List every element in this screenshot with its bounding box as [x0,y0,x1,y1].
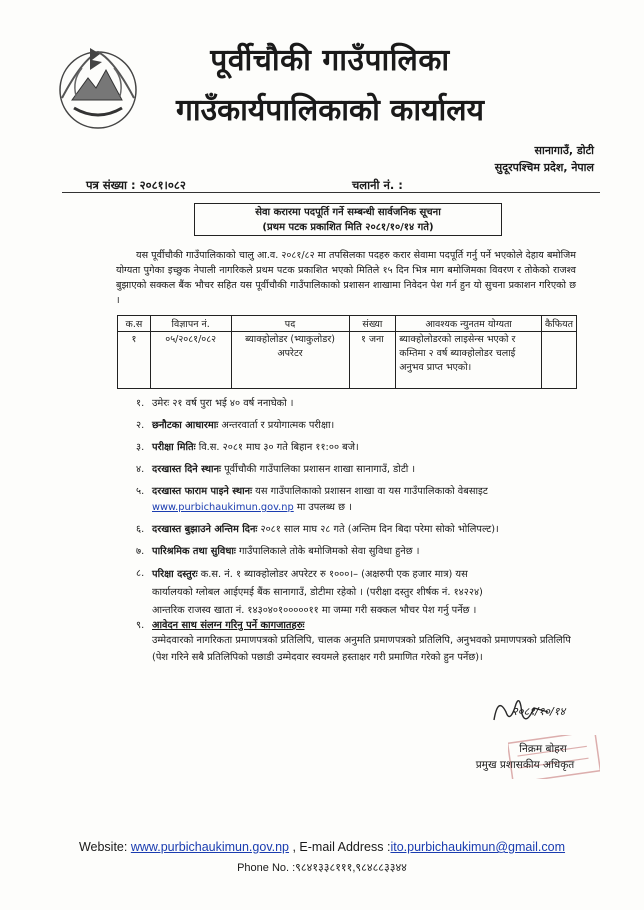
item-number: २. [136,420,145,431]
item-body: गाउँपालिकाले तोके बमोजिमको सेवा सुविधा हुनेछ । [235,546,420,557]
municipality-name: पूर्वीचौकी गाउँपालिका [210,43,450,78]
header-cell: संख्या [349,316,396,332]
signature-date: २०८१/१०/१४ [512,705,566,718]
item-number: ३. [136,442,145,453]
header-cell: विज्ञापन नं. [150,316,231,332]
email-label: , E-mail Address : [289,840,391,854]
table-cell: ०५/२०८१/०८२ [150,332,231,389]
table-cell [541,332,576,389]
table-header-row [118,316,577,332]
table-row [118,332,577,389]
phone-number: ९८४१३३८१११,९८४८८३३४४ [295,862,407,874]
footer-phone [0,860,644,875]
item-text [152,462,582,478]
item-number: ८. [136,568,145,579]
signatory-post: प्रमुख प्रशासकीय अधिकृत [475,759,575,771]
item-body: उमेरः २१ वर्ष पुरा भई ४० वर्ष ननाघेको । [152,398,294,409]
item-text [152,396,582,412]
office-address [495,142,594,176]
item-label: दरखास्त बुझाउने अन्तिम दिनः [152,524,258,535]
item-body-cont: मा उपलब्ध छ । [293,502,352,513]
footer-contact [0,840,644,854]
notice-title: सेवा करारमा पदपूर्ति गर्ने सम्बन्धी सार्वजनिक सूचना [255,207,441,218]
item-number: ९. [136,620,145,631]
header-cell: क.स [118,316,151,332]
item-label: आवेदन साथ संलग्न गरिनु पर्ने कागजातहरुः [152,620,305,631]
attachments-paragraph: उम्मेदवारको नागरिकता प्रमाणपत्रको प्रतिलिपि, चालक अनुमति प्रमाणपत्रको प्रतिलिपि, अनुभवको प्रमाणपत्रको प्रतिलिपि (पेश गरिने सबै प्रतिलिपिको पछाडी उम्मेदवार स्वयमले हस्ताक्षर गरी प्रमाणित गरेको हुन पर्नेछ)। [152,635,571,663]
intro-paragraph: यस पूर्वीचौकी गाउँपालिकाको चालु आ.व. २०८१/८२ मा तपसिलका पदहरु करार सेवामा पदपूर्ति गर्नु पर्ने भएकोले देहाय बमोजिम योग्यता पुगेका इच्छुक नेपाली नागरिकले प्रथम पटक प्रकाशित भएको मितिले १५ दिन भित्र माग बमोजिमका विवरण र तोकेको राजश्व बुझाएको सक्कल बैंक भौचर सहित यस पूर्वीचौकी गाउँपालिकाको प्रशासन शाखामा निवेदन पेश गर्न हुन यो सुचना प्रकाशन गरिएको छ । [116,250,576,306]
item-number: ५. [136,486,145,497]
header-divider [62,192,600,193]
item-body: अन्तरवार्ता र प्रयोगात्मक परीक्षा। [218,420,335,431]
table-cell: १ जना [349,332,396,389]
item-label: पारिश्रमिक तथा सुविधाः [152,546,236,557]
table-cell: १ [118,332,151,389]
header-cell: आवश्यक न्युनतम योग्यता [396,316,542,332]
footer-website-link[interactable]: www.purbichaukimun.gov.np [130,840,290,854]
item-label: परीक्षा मितिः [152,442,196,453]
nepal-emblem-logo [52,40,144,132]
table-cell: ब्याक्होलोडर (भ्याकुलोडर) अपरेटर [231,332,349,389]
item-body-line3: आन्तरिक राजस्व खाता नं. १४३०४०१०००००११ मा जम्मा गरी सक्कल भौचर पेश गर्नु पर्नेछ । [152,605,477,616]
address-line-2: सुदूरपश्चिम प्रदेश, नेपाल [494,161,594,174]
item-number: १. [136,398,145,409]
item-text [152,522,582,538]
phone-label: Phone No. : [237,862,296,874]
item-label: परिक्षा दस्तुरः [152,569,198,580]
website-link[interactable]: www.purbichaukimun.gov.np [152,502,294,513]
item-text [152,566,582,620]
item-body: यस गाउँपालिकाको प्रशासन शाखा वा यस गाउँपालिकाको वेबसाइट [252,486,488,497]
address-line-1: सानागाउँ, डोटी [534,144,594,157]
signatory-name: निक्रम बोहरा [519,743,567,755]
letter-number: पत्र संख्या : २०८१।०८२ [86,178,186,192]
item-body-line2: कार्यालयको ग्लोबल आईएमई बैंक सानागाउँ, डोटीमा रहेको । (परीक्षा दस्तुर शीर्षक नं. १४२२४) [152,587,483,598]
item-text [152,484,582,516]
table-cell: ब्याक्होलोडरको लाइसेन्स भएको र कम्तिमा २ वर्ष ब्याक्होलोडर चलाई अनुभव प्राप्त भएको। [396,332,542,389]
footer-email-link[interactable]: ito.purbichaukimun@gmail.com [390,840,566,854]
dispatch-number: चलानी नं. : [352,178,403,192]
item-text [152,440,582,456]
item-label: दरखास्त फाराम पाइने स्थानः [152,486,253,497]
item-label: छनौटका आधारमाः [152,420,219,431]
item-body: पूर्वीचौकी गाउँपालिका प्रशासन शाखा सानागाउँ, डोटी । [220,464,416,475]
item-label: दरखास्त दिने स्थानः [152,464,221,475]
item-text [152,418,582,434]
header-cell: पद [231,316,349,332]
item-body: २०८१ साल माघ २८ गते (अन्तिम दिन बिदा परेमा सोको भोलिपल्ट)। [257,524,499,535]
item-number: ४. [136,464,145,475]
notice-subtitle: (प्रथम पटक प्रकाशित मिति २०८१/१०/१४ गते) [262,222,434,233]
website-label: Website: [78,840,131,854]
item-text [152,544,582,560]
office-name: गाउँकार्यपालिकाको कार्यालय [175,93,484,128]
item-number: ६. [136,524,145,535]
vacancy-table [117,315,577,389]
header-cell: कैफियत [541,316,576,332]
item-number: ७. [136,546,145,557]
item-body: क.स. नं. १ ब्याक्होलोडर अपरेटर रु १०००।– (अक्षरुपी एक हजार मात्र) यस [197,569,468,580]
item-body: वि.स. २०८१ माघ ३० गते बिहान ११:०० बजे। [195,442,359,453]
notice-title-box [194,203,502,236]
